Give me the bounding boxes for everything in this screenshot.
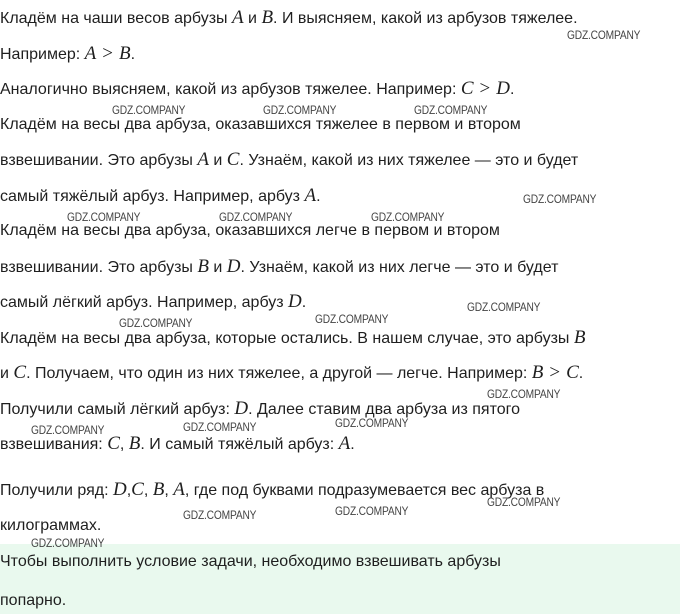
watermark: GDZ.COMPANY — [414, 103, 488, 117]
text-line: Получили самый лёгкий арбуз: D. Далее ставим два арбуза из пятого — [0, 398, 521, 419]
text-line: Кладём на весы два арбуза, оказавшихся тяжелее в первом и втором — [0, 116, 521, 133]
text-line: взвешивании. Это арбузы B и D. Узнаём, какой из них легче — это и будет — [0, 256, 559, 277]
watermark: GDZ.COMPANY — [219, 210, 293, 224]
watermark: GDZ.COMPANY — [335, 504, 409, 518]
watermark: GDZ.COMPANY — [487, 387, 561, 401]
text-line: Кладём на чаши весов арбузы A и B. И выясняем, какой из арбузов тяжелее. — [0, 7, 578, 28]
watermark: GDZ.COMPANY — [567, 28, 641, 42]
watermark: GDZ.COMPANY — [183, 508, 257, 522]
text-line: самый тяжёлый арбуз. Например, арбуз A. — [0, 185, 321, 206]
watermark: GDZ.COMPANY — [31, 423, 105, 437]
text-line: Получили ряд: D,C, B, A, где под буквами подразумевается вес арбуза в — [0, 479, 545, 500]
watermark: GDZ.COMPANY — [112, 103, 186, 117]
watermark: GDZ.COMPANY — [119, 316, 193, 330]
text-line: Чтобы выполнить условие задачи, необходимо взвешивать арбузы — [0, 553, 501, 570]
watermark: GDZ.COMPANY — [523, 192, 597, 206]
watermark: GDZ.COMPANY — [263, 103, 337, 117]
watermark: GDZ.COMPANY — [67, 210, 141, 224]
watermark: GDZ.COMPANY — [467, 300, 541, 314]
watermark: GDZ.COMPANY — [31, 536, 105, 550]
watermark: GDZ.COMPANY — [371, 210, 445, 224]
text-line: взвешивании. Это арбузы A и C. Узнаём, какой из них тяжелее — это и будет — [0, 149, 579, 170]
text-line: килограммах. — [0, 517, 102, 534]
text-line: Кладём на весы два арбуза, которые остались. В нашем случае, это арбузы B — [0, 327, 586, 348]
text-line: Аналогично выясняем, какой из арбузов тяжелее. Например: C > D. — [0, 78, 515, 99]
watermark: GDZ.COMPANY — [487, 495, 561, 509]
text-line: и C. Получаем, что один из них тяжелее, а другой — легче. Например: B > C. — [0, 362, 584, 383]
text-line: Например: A > B. — [0, 43, 136, 64]
text-line: попарно. — [0, 592, 67, 609]
text-line: взвешивания: C, B. И самый тяжёлый арбуз: A. — [0, 433, 355, 454]
watermark: GDZ.COMPANY — [183, 420, 257, 434]
watermark: GDZ.COMPANY — [315, 312, 389, 326]
watermark: GDZ.COMPANY — [335, 416, 409, 430]
text-line: самый лёгкий арбуз. Например, арбуз D. — [0, 291, 307, 312]
text-line: Кладём на весы два арбуза, оказавшихся легче в первом и втором — [0, 222, 500, 239]
